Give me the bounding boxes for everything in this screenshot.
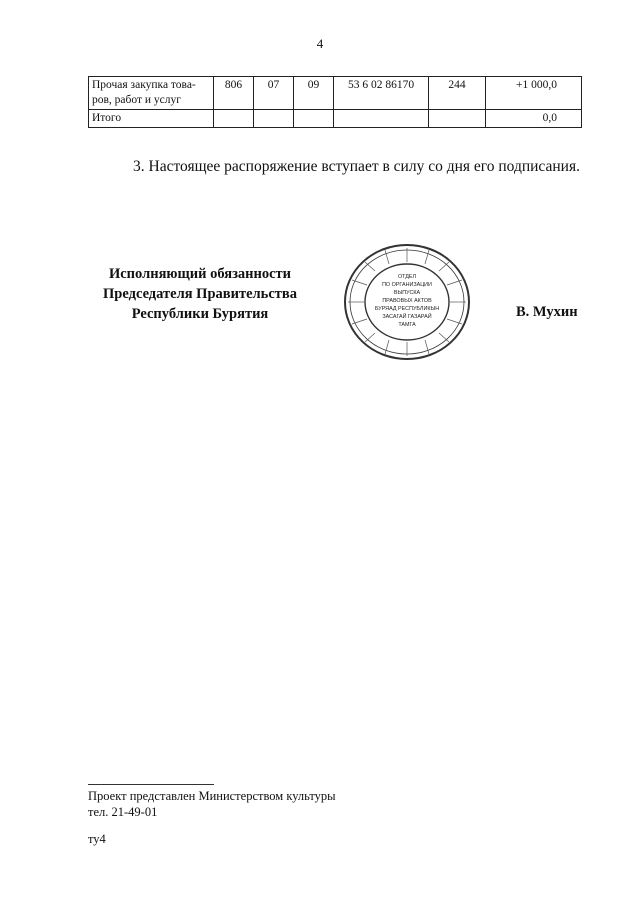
table-cell: Прочая закупка това-ров, работ и услуг — [89, 77, 214, 110]
table-cell — [214, 110, 254, 128]
seal-text-line: ОТДЕЛ — [397, 274, 417, 280]
budget-table — [88, 76, 582, 128]
document-code: ту4 — [88, 832, 106, 846]
signatory-position-line: Исполняющий обязанности — [108, 266, 292, 282]
table-cell — [294, 110, 334, 128]
table-cell: 806 — [214, 77, 254, 110]
clause-text: 3. Настоящее распоряжение вступает в силу со дня его подписания. — [133, 158, 580, 175]
table-cell: Итого — [89, 110, 214, 128]
seal-text-line: ЗАСАГАЙ ГАЗАРАЙ — [382, 314, 432, 320]
table-row — [89, 77, 582, 110]
table-cell: 53 6 02 86170 — [334, 77, 429, 110]
seal-text-line: ТАМГА — [398, 322, 416, 328]
table-cell: +1 000,0 — [486, 77, 582, 110]
table-cell — [429, 110, 486, 128]
table-cell: 09 — [294, 77, 334, 110]
footnote-divider — [88, 784, 214, 785]
seal-text-line: БУРЯАД РЕСПУБЛИКЫН — [374, 306, 440, 312]
seal-text-line: ПРАВОВЫХ АКТОВ — [382, 298, 432, 304]
signatory-position-line: Председателя Правительства — [103, 286, 297, 302]
footnote-line: тел. 21-49-01 — [88, 805, 158, 819]
table-cell — [334, 110, 429, 128]
signatory-position — [80, 264, 320, 324]
table-cell: 0,0 — [486, 110, 582, 128]
signatory-name: В. Мухин — [516, 304, 578, 320]
seal-text-line: ПО ОРГАНИЗАЦИИ — [382, 282, 432, 288]
table-cell: 07 — [254, 77, 294, 110]
footnote-line: Проект представлен Министерством культуры — [88, 789, 336, 803]
seal-text-line: ВЫПУСКА — [393, 290, 421, 296]
table-cell — [254, 110, 294, 128]
footnote — [88, 788, 336, 820]
signatory-position-line: Республики Бурятия — [131, 306, 269, 322]
page-number: 4 — [316, 36, 324, 51]
official-seal — [342, 242, 472, 362]
table-row — [89, 110, 582, 128]
table-cell: 244 — [429, 77, 486, 110]
